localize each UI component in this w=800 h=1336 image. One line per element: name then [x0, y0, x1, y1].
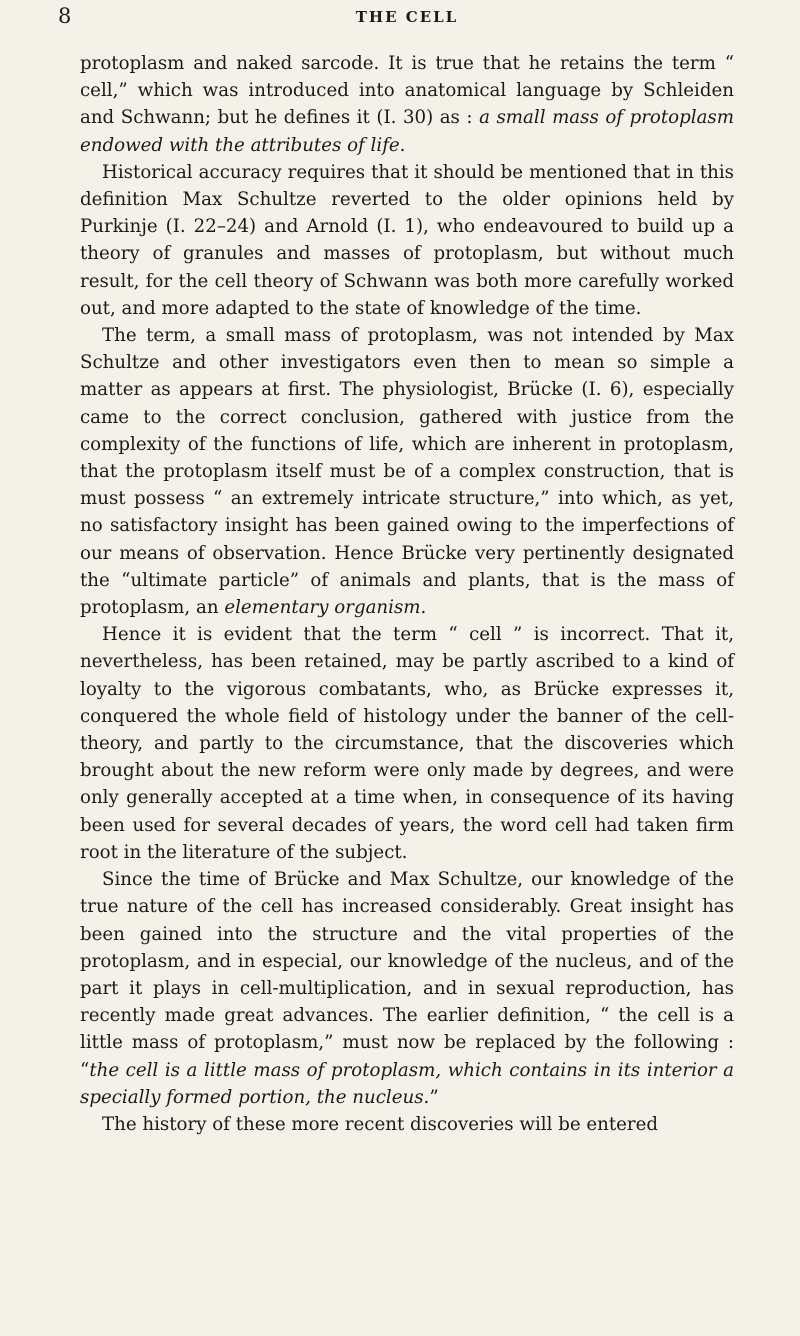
- text-run: ”: [429, 1086, 439, 1108]
- paragraph: [80, 621, 734, 866]
- text-run: protoplasm and naked sarcode. It is true that he retains the term “ cell,” which was introduced into anatomical language by Schleiden and Schwann; but he defines it (I. 30) as :: [80, 53, 734, 129]
- page-number: 8: [58, 4, 72, 28]
- text-run: The term, a small mass of protoplasm, was not intended by Max Schultze and other investigators even then to mean so simple a matter as appears at first. The physiologist, Brücke (I. 6), especially came to the correct conclusion, gathered with justice from the complexity of the functions of life, which are inherent in protoplasm, that the protoplasm itself must be of a complex construction, that is must possess “ an extremely intricate structure,” into which, as yet, no satisfactory insight has been gained owing to the imperfections of our means of observation. Hence Brücke very pertinently designated the “ultimate particle” of animals and plants, that is the mass of protoplasm, an: [80, 325, 734, 619]
- text-run: Hence it is evident that the term “ cell ” is incorrect. That it, nevertheless, has been retained, may be partly ascribed to a kind of loyalty to the vigorous combatants, who, as Brücke expresses it, conquered the whole field of histology under the banner of the cell-theory, and partly to the circumstance, that the discoveries which brought about the new reform were only made by degrees, and were only generally accepted at a time when, in consequence of its having been used for several decades of years, the word cell had taken firm root in the literature of the subject.: [80, 624, 734, 863]
- paragraph: [80, 866, 734, 1111]
- body-text: [80, 50, 734, 1138]
- italic-text: the cell is a little mass of protoplasm, which contains in its interior a specially formed portion, the nucleus.: [80, 1059, 734, 1108]
- text-run: Historical accuracy requires that it should be mentioned that in this definition Max Schultze reverted to the older opinions held by Purkinje (I. 22–24) and Arnold (I. 1), who endeavoured to build up a theory of granules and masses of protoplasm, but without much result, for the cell theory of Schwann was both more carefully worked out, and more adapted to the state of knowledge of the time.: [80, 161, 734, 319]
- paragraph: [80, 159, 734, 322]
- paragraph: [80, 50, 734, 159]
- running-title: THE CELL: [355, 8, 459, 26]
- paragraph: [80, 322, 734, 621]
- text-run: Since the time of Brücke and Max Schultze, our knowledge of the true nature of the cell has increased considerably. Great insight has been gained into the structure and the vital properties of the protoplasm, and in especial, our knowledge of the nucleus, and of the part it plays in cell-multiplication, and in sexual reproduction, has recently made great advances. The earlier definition, “ the cell is a little mass of protoplasm,” must now be replaced by the following : “: [80, 869, 734, 1081]
- italic-text: elementary organism.: [224, 597, 427, 619]
- page-header: [58, 0, 734, 50]
- italic-text: a small mass of protoplasm endowed with the attributes of life.: [80, 107, 734, 156]
- paragraph: [80, 1111, 734, 1138]
- text-run: The history of these more recent discoveries will be entered: [102, 1113, 659, 1135]
